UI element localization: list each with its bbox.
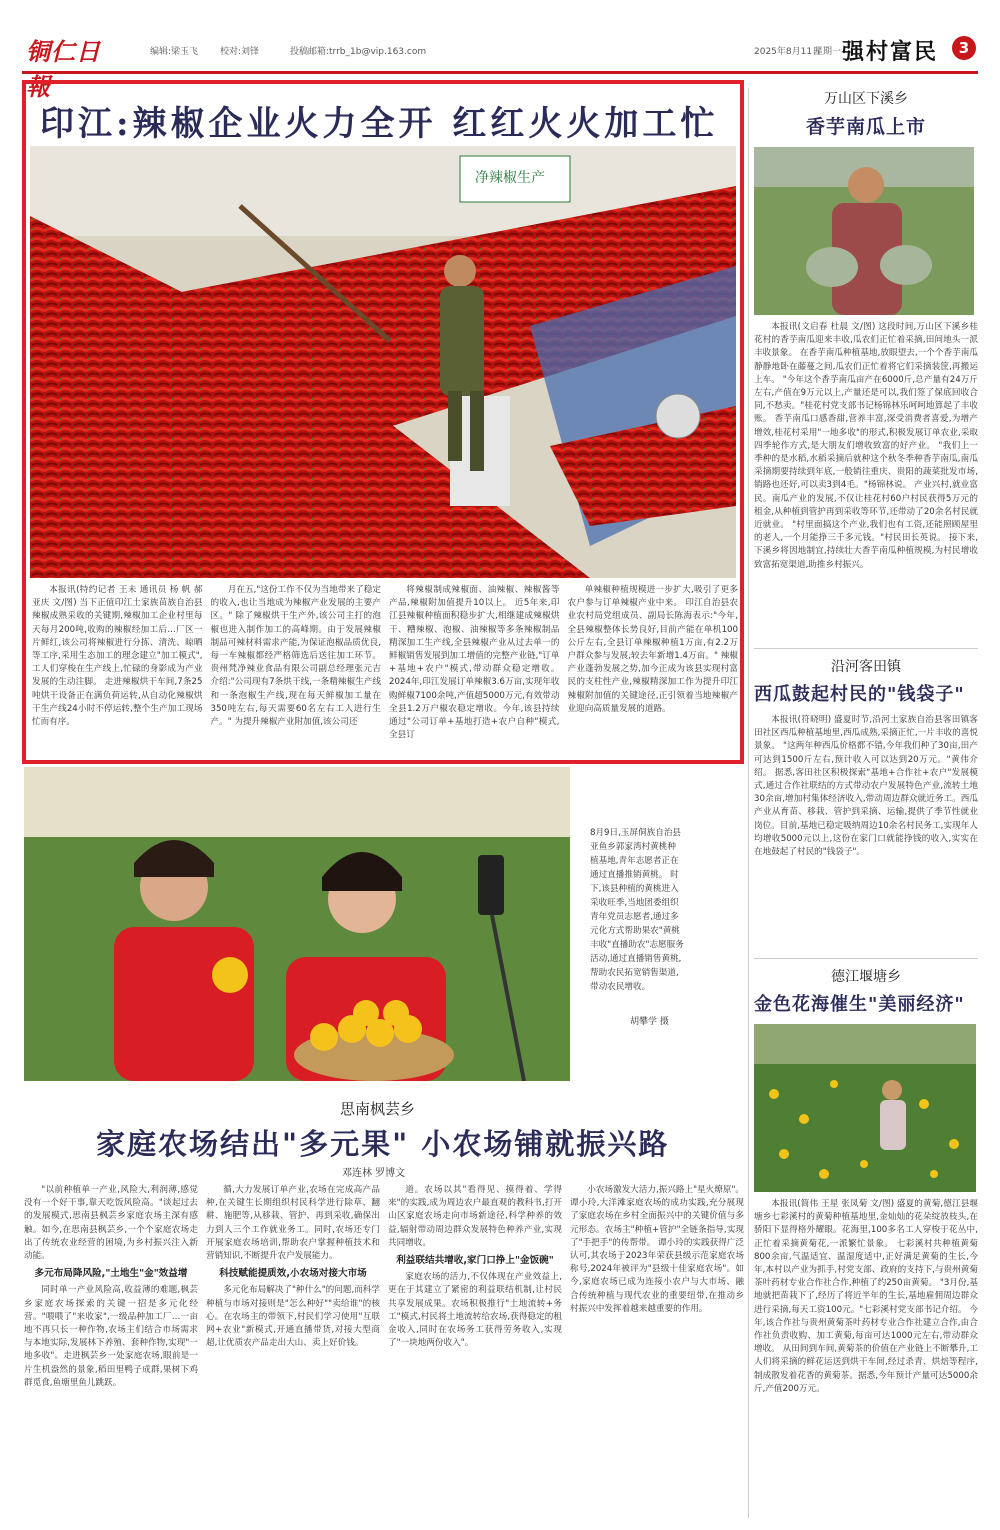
chrysanthemum-body: 本报讯(简伟 王星 张凤菊 文/图) 盛夏的黄菊,德江县堰塘乡七彩溪村的黄菊种植基地里,金灿灿的花朵绽放枝头,在骄阳下显得格外耀眼。花海里,100多名工人穿梭于花丛中,正忙着采摘黄菊花,一派繁忙景象。 七彩溪村共种植黄菊800余亩,气温适宜、温湿度适中,正好满足黄菊的生长,今年,本村以产业为抓手,村党支部、政府的支持下,与贵州黄菊茶叶药材专业合作社合作,种植了约250亩黄菊。 "3月份,基地就把苗栽下了,经历了将近半年的生长,基地雇佣周边群众进行采摘,每天工资100元。"七彩溪村党支部书记介绍。 今年,该合作社与贵州黄菊茶叶药材专业合作社建立合作,由合作社负责收购、加工黄菊,每亩可达1000元左右,带动群众增收。 从田间到车间,黄菊茶的价值在产业链上不断攀升,工人们将采摘的鲜花运送到烘干车间,经过杀青、烘焙等程序,制成散发着花香的黄菊茶。据悉,今年预计产量可达5000余斤,产值200万元。 <box>754 1199 978 1394</box>
peach-livestream-photo <box>24 767 570 1081</box>
chrysanthemum-story <box>754 966 978 1522</box>
column-divider <box>748 88 749 1518</box>
pumpkin-headline: 香芋南瓜上市 <box>805 116 926 138</box>
farm-column-1 <box>24 1184 198 1520</box>
volunteers-with-peaches-illustration <box>24 767 570 1081</box>
farm-col1-intro: "以前种植单一产业,风险大,利润薄,感觉没有一个好干事,靠天吃饭风险高。"谈起过去的发展模式,思南县枫芸乡家庭农场主深有感触。如今,在思南县枫芸乡,一个个家庭农场走出了传统农业经营的困境,为乡村振兴注入新动能。 <box>24 1185 198 1262</box>
farm-column-4: 小农场激发大活力,振兴路上"星火燎原"。谭小玲,大洋滩家庭农场的成功实践,充分展现了家庭农场在乡村全面振兴中的关键价值与多元形态。农场主"种植+管护"全链条指导,实现了"手把手"的传帮带。 谭小玲的实践获得广泛认可,其农场于2023年荣获县级示范家庭农场称号,2024年被评为"县级十佳家庭农场"。如今,家庭农场已成为连接小农户与大市场、融合传统种植与现代农业的重要纽带,在推动乡村振兴中发挥着越来越重要的作用。 <box>570 1185 744 1314</box>
chili-factory-photo <box>30 146 736 578</box>
watermelon-body: 本报讯(符晓明) 盛夏时节,沿河土家族自治县客田镇客田社区西瓜种植基地里,西瓜成熟,采摘正忙,一片丰收的喜悦景象。 "这两年种西瓜价格都不错,今年我们种了30亩,田产可达到1500斤左右,预计收入可以达到20万元。"黄伟介绍。 据悉,客田社区积极探索"基地+合作社+农户"发展模式,通过合作社联结的方式带动农户发展特色产业,流转土地30余亩,增加村集体经济收入,带动周边群众就近务工。西瓜产业从育苗、移栽、管护到采摘、运输,提供了季节性就业岗位。目前,基地已稳定吸纳周边10余名村民务工,实现年人均增收5000元以上,这份在家门口就能挣钱的收入,实实在在地鼓起了村民的"钱袋子"。 <box>754 715 978 858</box>
farm-subhead-2: 科技赋能提质效,小农场对接大市场 <box>219 1268 367 1280</box>
farmer-with-pumpkins-illustration <box>754 147 974 315</box>
farm-subhead-1: 多元布局降风险,"土地生"金"效益增 <box>34 1268 188 1280</box>
issue-weekday: 星期一 <box>814 47 842 57</box>
chrysanthemum-photo <box>754 1024 976 1192</box>
farm-column-2 <box>206 1184 380 1520</box>
farm-column-3 <box>388 1184 562 1520</box>
peach-photo-credit: 胡攀学 摄 <box>630 1017 669 1027</box>
lead-story <box>22 80 744 764</box>
flower-field-illustration <box>754 1024 976 1192</box>
page-number-badge: 3 <box>952 36 976 60</box>
chrysanthemum-headline: 金色花海催生"美丽经济" <box>754 994 965 1015</box>
newspaper-logo: 铜仁日報 <box>26 37 101 101</box>
lead-column-4: 单辣椒种植规模进一步扩大,吸引了更多农户参与订单辣椒产业中来。 印江自治县农业农村局党组成员、副局长陈海表示:"今年,全县辣椒整体长势良好,目前产能在单机100公斤左右,全县订单辣椒种植1万亩,有2.2万户群众参与发展,较去年新增1.4万亩。" 辣椒产业蓬勃发展之势,加今正成为该县实现村富民的支柱性产业,辣椒精深加工作为提升印江辣椒附加值的关键途径,正引领着当地辣椒产业迎向高质量发展的道路。 <box>567 585 738 714</box>
farm-col1-body: 同时单一产业风险高,收益薄的难题,枫芸乡家庭农场探索的关键一招是多元化经营。"喂喂了"来收家",一级品种加工厂…一亩地不再只长一种作物,农场主们结合市场需求与本地实际,发展林下养殖、套种作物,实现"一地多收"。走进枫芸乡一处家庭农场,眼前是一片生机盎然的景象,稻田里鸭子成群,果树下鸡群觅食,鱼塘里鱼儿跳跃。 <box>24 1285 198 1388</box>
watermelon-headline: 西瓜鼓起村民的"钱袋子" <box>754 684 965 705</box>
pumpkin-body: 本报讯(文启春 杜晨 文/图) 这段时间,万山区下溪乡桂花村的香芋南瓜迎来丰收,瓜农们正忙着采摘,田间地头一派丰收景象。 在香芋南瓜种植基地,放眼望去,一个个香芋南瓜静静地卧在藤蔓之间,瓜农们正忙着将它们采摘装筐,再搬运上车。 "今年这个香芋南瓜亩产在6000斤,总产量有24万斤左右,产值在9万元以上,产量还是可以,我们签了保底回收合同,不愁卖。"桂花村党支部书记杨锦林乐呵呵地算起了丰收账。 香芋南瓜口感香甜,营养丰富,深受消费者喜爱,为增产增效,桂花村采用"一地多收"的形式,积极发展订单农业,采取四季轮作方式,是大朋友们增收致富的好产业。 "我们上一季种的是水稻,水稻采摘后就种这个秋冬季种香芋南瓜,南瓜采摘期要持续到年底,一般销往重庆、贵阳的蔬菜批发市场,销路也还好,可以卖3到4毛。"杨锦林说。 产业兴村,就业富民。南瓜产业的发展,不仅让桂花村60户村民获得5万元的租金,从种植到管护再到采收等环节,还带动了20余名村民就近就业。 "村里面搞这个产业,我们也有工资,还能照顾屋里的老人,一个月能挣三千多元钱。"村民田长英说。 接下来,下溪乡将因地制宜,持续壮大香芋南瓜种植规模,为村民增收致富拓宽渠道,助推乡村振兴。 <box>754 322 978 570</box>
farm-col2-body: 多元化布局解决了"种什么"的问题,而科学种植与市场对接则是"怎么种好""卖给谁"的核心。在农场主的带领下,村民们学习使用"互联网+农业"新模式,开通直播带货,对接大型商超,让优质农产品走出大山、卖上好价钱。 <box>206 1285 380 1349</box>
farm-kicker: 思南枫芸乡 <box>340 1100 416 1118</box>
pumpkin-story <box>754 88 978 646</box>
pumpkin-kicker: 万山区下溪乡 <box>824 91 908 107</box>
lead-headline: 印江:辣椒企业火力全开 红红火火加工忙 <box>40 104 719 144</box>
farm-subhead-3: 利益联结共增收,家门口挣上"金饭碗" <box>396 1255 554 1267</box>
peach-photo-caption: 8月9日,玉屏侗族自治县亚鱼乡郭家湾村黄桃种植基地,青年志愿者正在通过直播推销黄桃。 时下,该县种植的黄桃进入采收旺季,当地团委组织青年党员志愿者,通过多元化方式帮助果农"黄桃丰收"直播助农"志愿服务活动,通过直播销售黄桃,帮助农民拓宽销售渠道,带动农民增收。 <box>590 828 684 992</box>
pumpkin-photo <box>754 147 974 315</box>
farm-col2-intro: 循,大力发展订单产业,农场在完成高产品种,在关键生长期组织村民科学进行除草、翻耕、施肥等,从移栽、管护、再到采收,确保出力到人三个工作就业务工。同时,农场还专门开展家庭农场培训,帮助农户掌握种植技术和营销知识,不断提升农户发展能力。 <box>206 1185 380 1262</box>
issue-date: 2025年8月11日 <box>754 47 822 57</box>
proofreader-credit: 校对:刘锋 <box>220 47 260 57</box>
farm-col3-body: 家庭农场的活力,不仅体现在产业效益上,更在于其建立了紧密的利益联结机制,让村民共享发展成果。农场积极推行"土地流转+务工"模式,村民将土地流转给农场,获得稳定的租金收入,同时在农场务工获得劳务收入,实现了"一块地两份收入"。 <box>388 1272 562 1349</box>
lead-column-1: 本报讯(特约记者 王未 通讯员 杨 帆 郝亚庆 文/图) 当下正值印江土家族苗族自治县辣椒成熟采收的关键期,辣椒加工企业村里每天每月200吨,收购的辣椒经加工后…厂区一片鲜红,该公司将辣椒进行分拣、清洗、晾晒等工序,采用生态加工的理念建立"加工模式",工人们穿梭在生产线上,忙碌的身影成为产业发展的生动注脚。 走进辣椒烘干车间,7条25吨烘干设备正在满负荷运转,从自动化辣椒烘干生产线24小时不停运转,整个生产加工现场忙而有序。 <box>32 585 203 728</box>
lead-article-body <box>32 584 738 760</box>
submission-email: 投稿邮箱:trrb_1b@vip.163.com <box>290 47 427 57</box>
lead-column-2: 月在五,"这份工作不仅为当地带来了稳定的收入,也让当地成为辣椒产业发展的主要产区。" 除了辣椒烘干生产外,该公司主打的泡椒也进入制作加工的高峰期。由于发展辣椒制品可辣材料需求产能,为保证泡椒品质优良,每一车辣椒都经严格筛选后送往加工环节。 贵州梵净辣业食品有限公司副总经理张元吉介绍:"公司现有7条烘干线,一条精辣椒生产线和一条泡椒生产线,现在每天鲜椒加工量在350吨左右,每天需要60名左右工人进行生产。" 为提升辣椒产业附加值,该公司还 <box>210 585 381 728</box>
right-divider-1 <box>754 648 978 649</box>
section-title: 强村富民 <box>842 39 939 65</box>
right-divider-2 <box>754 958 978 959</box>
farm-byline: 邓连林 罗博文 <box>342 1168 406 1179</box>
watermelon-kicker: 沿河客田镇 <box>831 659 901 675</box>
farm-col3-intro: 道。农场以其"看得见、摸得着、学得来"的实践,成为周边农户最直观的教科书,打开山区家庭农场走向市场新途径,科学种养的效益,辐射带动周边群众发展特色种养产业,实现共同增收。 <box>388 1185 562 1248</box>
lead-column-3: 将辣椒制成辣椒面、油辣椒、辣椒酱等产品,辣椒附加值提升10以上。 近5年来,印江县辣椒种植面积稳步扩大,相继建成辣椒烘干、糟辣椒、泡椒、油辣椒等多条辣椒制品精深加工生产线,全县辣椒产业从过去单一的鲜椒销售发展到加工增值的完整产业链,"订单+基地+农户"模式,带动群众稳定增收。 2024年,印江发展订单辣椒3.6万亩,实现年收购鲜椒7100余吨,产值超5000万元,有效带动全县1.2万户椒农稳定增收。今年,该县持续通过"公司订单+基地打造+农户自种"模式,全县订 <box>389 585 560 741</box>
chili-factory-illustration <box>30 146 736 578</box>
chrysanthemum-kicker: 德江堰塘乡 <box>831 969 901 985</box>
watermelon-story <box>754 656 978 954</box>
farm-headline: 家庭农场结出"多元果" 小农场铺就振兴路 <box>96 1127 670 1161</box>
editor-credit: 编辑:梁玉飞 <box>150 47 199 57</box>
farm-article-body <box>24 1184 744 1520</box>
svg-text:净辣椒生产: 净辣椒生产 <box>475 170 545 186</box>
